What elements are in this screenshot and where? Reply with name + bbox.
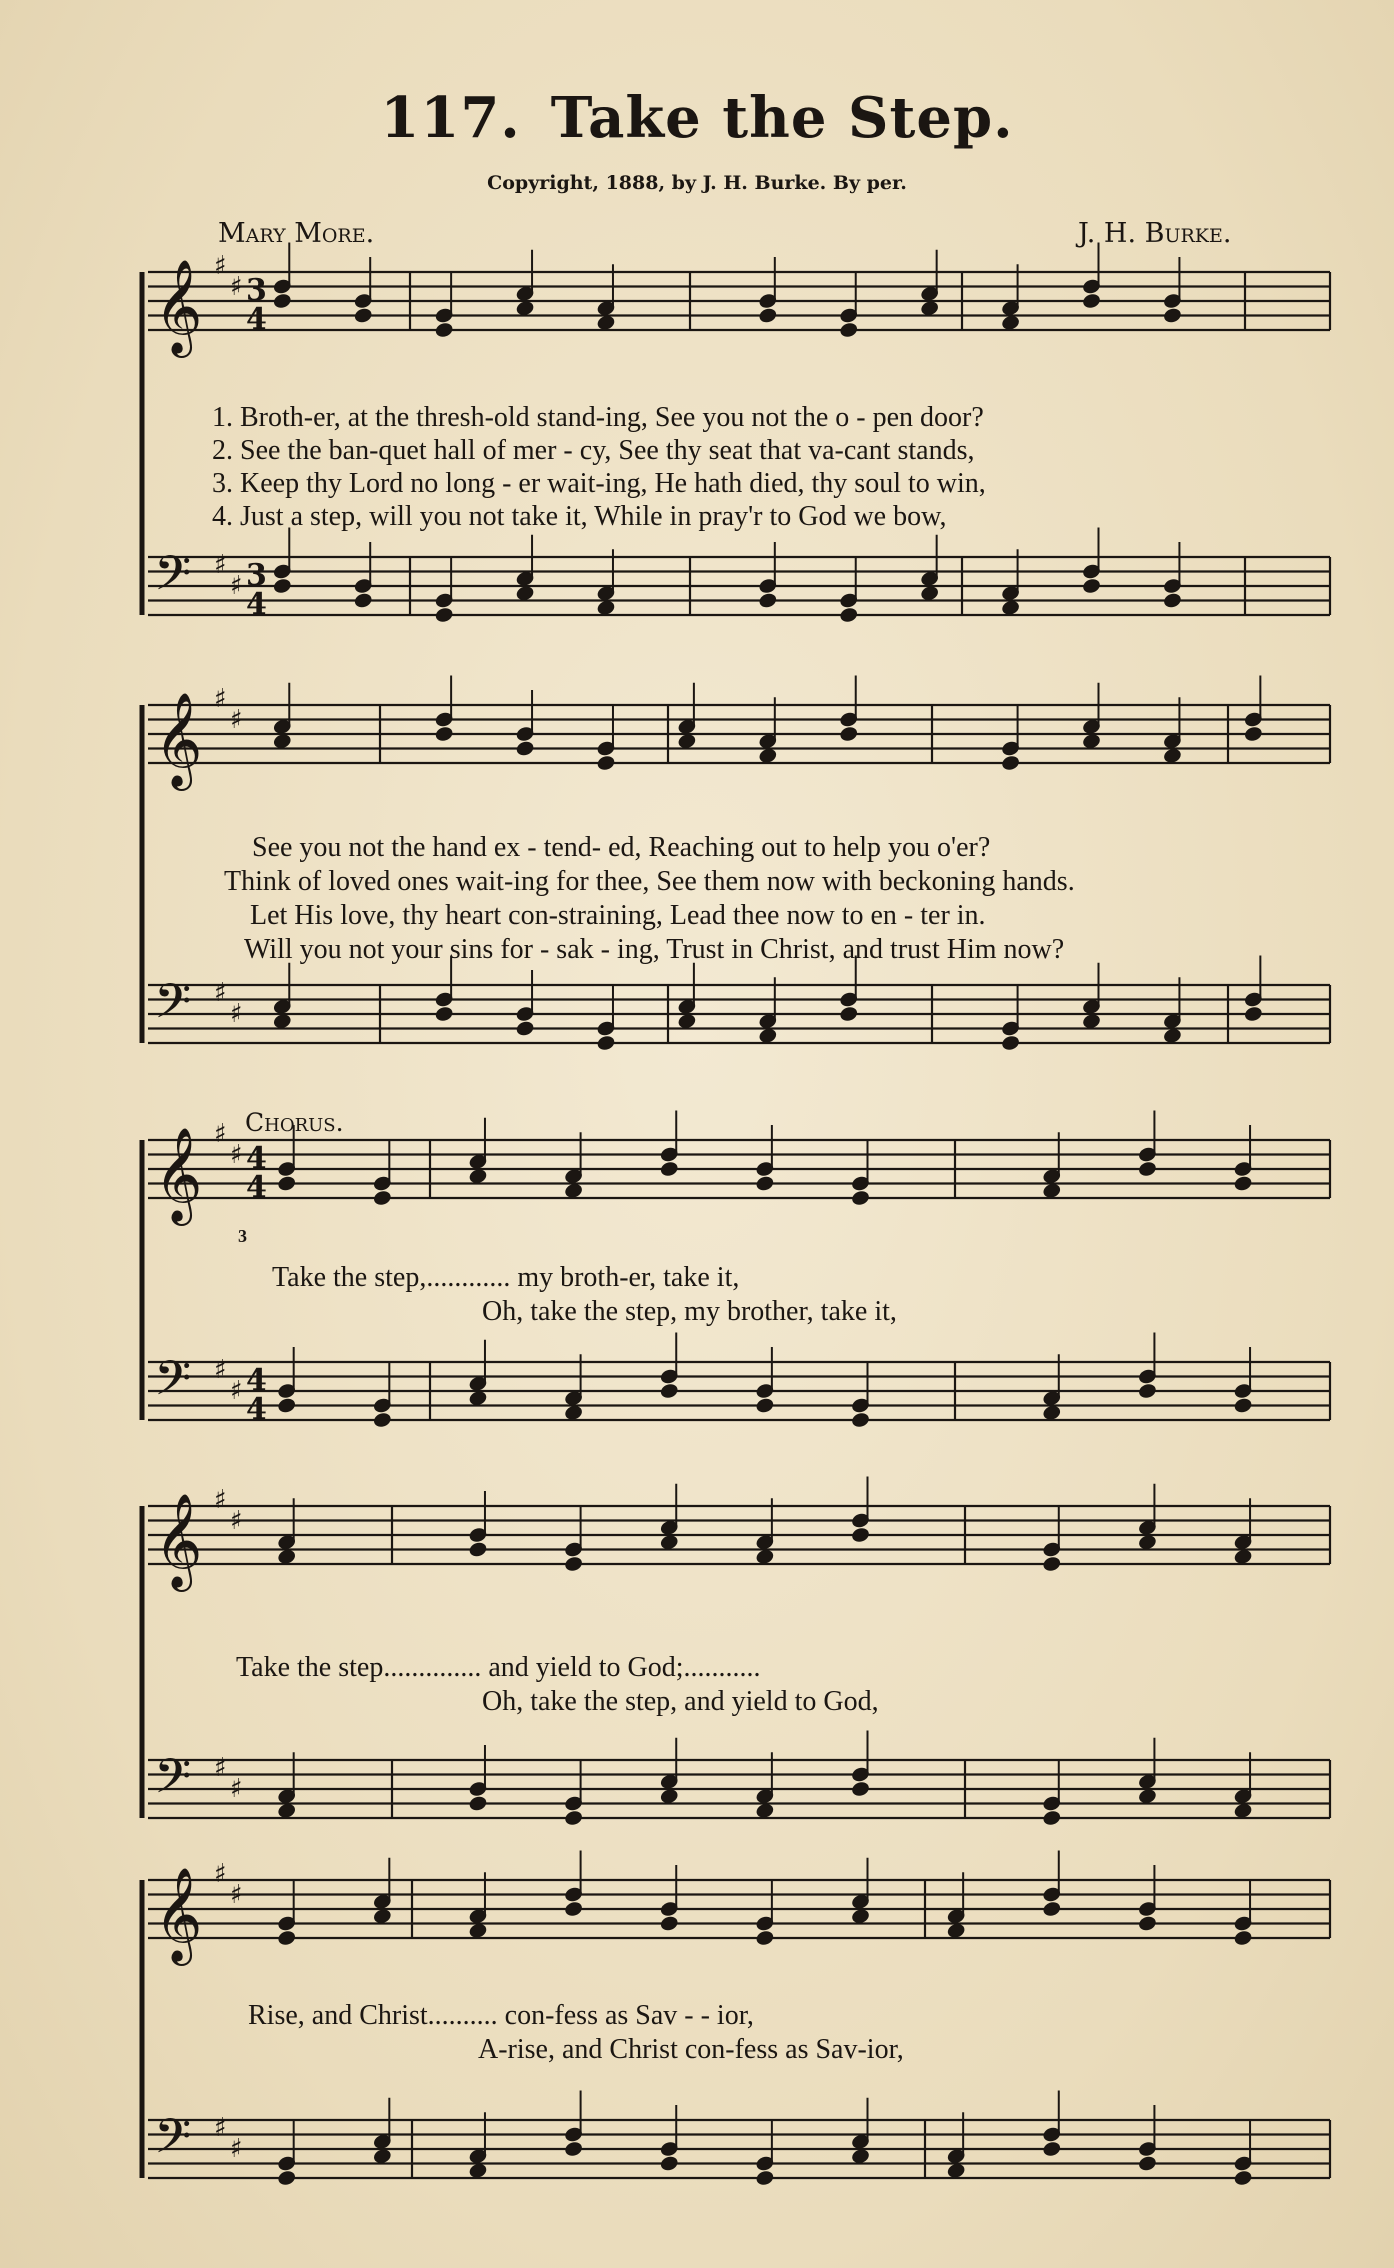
note-head (1233, 1397, 1252, 1414)
note-head (468, 1922, 487, 1939)
note-head (1233, 2170, 1252, 2187)
chorus-line-2: Take the step.............. and yield to God;........... (236, 1652, 761, 1683)
copyright-line: Copyright, 1888, by J. H. Burke. By per. (487, 172, 907, 194)
note-head (277, 2170, 296, 2187)
note-head (755, 1397, 774, 1414)
note-head (515, 1020, 534, 1037)
sharp-icon: ♯ (214, 2113, 227, 2143)
note-head (660, 1161, 679, 1178)
note-head (596, 599, 615, 616)
note-head (1244, 726, 1263, 743)
note-head (1001, 314, 1020, 331)
verse-2-line-2: Think of loved ones wait-ing for thee, See them now with beckoning hands. (224, 866, 1075, 897)
note-head (1138, 1915, 1157, 1932)
note-head (277, 1930, 296, 1947)
sharp-icon: ♯ (214, 1485, 227, 1515)
note-head (660, 2155, 679, 2172)
note-head (468, 2162, 487, 2179)
verse-4-line-1: 4. Just a step, will you not take it, While in pray'r to God we bow, (212, 501, 947, 532)
note-head (755, 1802, 774, 1819)
sharp-icon: ♯ (230, 705, 243, 735)
bass-clef-icon: 𝄢 (154, 973, 192, 1041)
note-head (851, 1190, 870, 1207)
note-head (1163, 747, 1182, 764)
verse-2-line-1: 2. See the ban-quet hall of mer - cy, See thy seat that va-cant stands, (212, 435, 975, 466)
note-head (1082, 733, 1101, 750)
note-head (839, 322, 858, 339)
note-head (1233, 1175, 1252, 1192)
note-head (1001, 599, 1020, 616)
note-head (515, 585, 534, 602)
chorus-line-1-echo: Oh, take the step, my brother, take it, (482, 1296, 897, 1327)
note-head (1042, 1901, 1061, 1918)
note-head (373, 2148, 392, 2165)
verse-4-line-2: Will you not your sins for - sak - ing, Trust in Christ, and trust Him now? (244, 934, 1065, 965)
chorus-line-1: Take the step,............ my broth-er, take it, (272, 1262, 740, 1293)
sharp-icon: ♯ (230, 272, 243, 302)
sharp-icon: ♯ (230, 571, 243, 601)
verse-3-line-2: Let His love, thy heart con-straining, Lead thee now to en - ter in. (250, 900, 986, 931)
note-head (851, 1527, 870, 1544)
note-head (564, 1404, 583, 1421)
note-head (373, 1908, 392, 1925)
note-head (1001, 1035, 1020, 1052)
time-signature: 4 (246, 302, 267, 337)
note-head (839, 726, 858, 743)
note-head (1233, 1548, 1252, 1565)
sharp-icon: ♯ (230, 999, 243, 1029)
note-head (354, 307, 373, 324)
note-head (273, 293, 292, 310)
note-head (851, 1908, 870, 1925)
note-head (1001, 755, 1020, 772)
note-head (277, 1397, 296, 1414)
hymn-number: 117. (380, 85, 521, 151)
sharp-icon: ♯ (230, 1506, 243, 1536)
note-head (564, 2141, 583, 2158)
note-head (1042, 1556, 1061, 1573)
verse-1-line-1: 1. Broth-er, at the thresh-old stand-ing, See you not the o - pen door? (212, 402, 984, 433)
note-head (1138, 1383, 1157, 1400)
triplet-mark: 3 (238, 1226, 247, 1246)
chorus-line-3-echo: A-rise, and Christ con-fess as Sav-ior, (478, 2034, 904, 2065)
note-head (515, 740, 534, 757)
note-head (273, 578, 292, 595)
note-head (1082, 578, 1101, 595)
note-head (1042, 1182, 1061, 1199)
time-signature: 4 (246, 1363, 267, 1398)
sharp-icon: ♯ (214, 684, 227, 714)
note-head (1163, 592, 1182, 609)
note-head (273, 733, 292, 750)
note-head (1233, 1930, 1252, 1947)
treble-clef-icon: 𝄞 (154, 259, 203, 354)
note-head (564, 1901, 583, 1918)
sharp-icon: ♯ (214, 1753, 227, 1783)
note-head (515, 300, 534, 317)
time-signature: 3 (246, 558, 267, 593)
treble-clef-icon: 𝄞 (154, 1493, 203, 1588)
bass-clef-icon: 𝄢 (154, 1350, 192, 1418)
note-head (373, 1190, 392, 1207)
note-head (373, 1412, 392, 1429)
note-head (277, 1802, 296, 1819)
note-head (839, 607, 858, 624)
note-head (564, 1182, 583, 1199)
hymn-name: Take the Step. (550, 85, 1014, 151)
note-head (920, 300, 939, 317)
note-head (1042, 2141, 1061, 2158)
note-head (273, 1013, 292, 1030)
sharp-icon: ♯ (214, 1859, 227, 1889)
note-head (851, 1781, 870, 1798)
composer-credit: J. H. Burke. (1078, 218, 1232, 249)
note-head (947, 1922, 966, 1939)
note-head (277, 1548, 296, 1565)
note-head (1082, 1013, 1101, 1030)
note-head (755, 1930, 774, 1947)
note-head (660, 1915, 679, 1932)
note-head (1042, 1810, 1061, 1827)
note-head (1233, 1802, 1252, 1819)
sharp-icon: ♯ (214, 1119, 227, 1149)
time-signature: 4 (246, 1141, 267, 1176)
note-head (1138, 1534, 1157, 1551)
note-head (1163, 1027, 1182, 1044)
note-head (468, 1168, 487, 1185)
time-signature: 4 (246, 1170, 267, 1205)
sharp-icon: ♯ (230, 2134, 243, 2164)
note-head (468, 1795, 487, 1812)
note-head (851, 2148, 870, 2165)
note-head (758, 1027, 777, 1044)
chorus-line-2-echo: Oh, take the step, and yield to God, (482, 1686, 879, 1717)
note-head (1042, 1404, 1061, 1421)
bass-clef-icon: 𝄢 (154, 2108, 192, 2176)
note-head (435, 1006, 454, 1023)
note-head (920, 585, 939, 602)
sharp-icon: ♯ (230, 1774, 243, 1804)
sharp-icon: ♯ (214, 251, 227, 281)
note-head (947, 2162, 966, 2179)
treble-clef-icon: 𝄞 (154, 692, 203, 787)
note-head (468, 1541, 487, 1558)
note-head (660, 1383, 679, 1400)
note-head (851, 1412, 870, 1429)
time-signature: 3 (246, 273, 267, 308)
note-head (1244, 1006, 1263, 1023)
time-signature: 4 (246, 587, 267, 622)
sharp-icon: ♯ (230, 1140, 243, 1170)
note-head (564, 1810, 583, 1827)
note-head (564, 1556, 583, 1573)
treble-clef-icon: 𝄞 (154, 1867, 203, 1962)
sharp-icon: ♯ (214, 1355, 227, 1385)
note-head (354, 592, 373, 609)
note-head (755, 1175, 774, 1192)
note-head (277, 1175, 296, 1192)
verse-1-line-2: See you not the hand ex - tend- ed, Reaching out to help you o'er? (252, 832, 991, 863)
note-head (755, 1548, 774, 1565)
sharp-icon: ♯ (230, 1376, 243, 1406)
note-head (596, 755, 615, 772)
note-head (1082, 293, 1101, 310)
chorus-label: Chorus. (245, 1108, 344, 1137)
sharp-icon: ♯ (230, 1880, 243, 1910)
treble-clef-icon: 𝄞 (154, 1127, 203, 1222)
note-head (839, 1006, 858, 1023)
note-head (1138, 1161, 1157, 1178)
note-head (435, 726, 454, 743)
note-head (660, 1534, 679, 1551)
note-head (758, 307, 777, 324)
bass-clef-icon: 𝄢 (154, 1748, 192, 1816)
verse-3-line-1: 3. Keep thy Lord no long - er wait-ing, He hath died, thy soul to win, (212, 468, 986, 499)
note-head (1138, 2155, 1157, 2172)
chorus-line-3: Rise, and Christ.......... con-fess as Sav - - ior, (248, 2000, 754, 2031)
time-signature: 4 (246, 1392, 267, 1427)
lyricist-credit: Mary More. (218, 218, 375, 249)
sharp-icon: ♯ (214, 550, 227, 580)
note-head (468, 1390, 487, 1407)
note-head (435, 322, 454, 339)
note-head (677, 1013, 696, 1030)
note-head (758, 592, 777, 609)
bass-clef-icon: 𝄢 (154, 545, 192, 613)
note-head (596, 314, 615, 331)
note-head (1138, 1788, 1157, 1805)
note-head (660, 1788, 679, 1805)
note-head (435, 607, 454, 624)
note-head (677, 733, 696, 750)
sharp-icon: ♯ (214, 978, 227, 1008)
note-head (755, 2170, 774, 2187)
note-head (1163, 307, 1182, 324)
note-head (596, 1035, 615, 1052)
note-head (758, 747, 777, 764)
